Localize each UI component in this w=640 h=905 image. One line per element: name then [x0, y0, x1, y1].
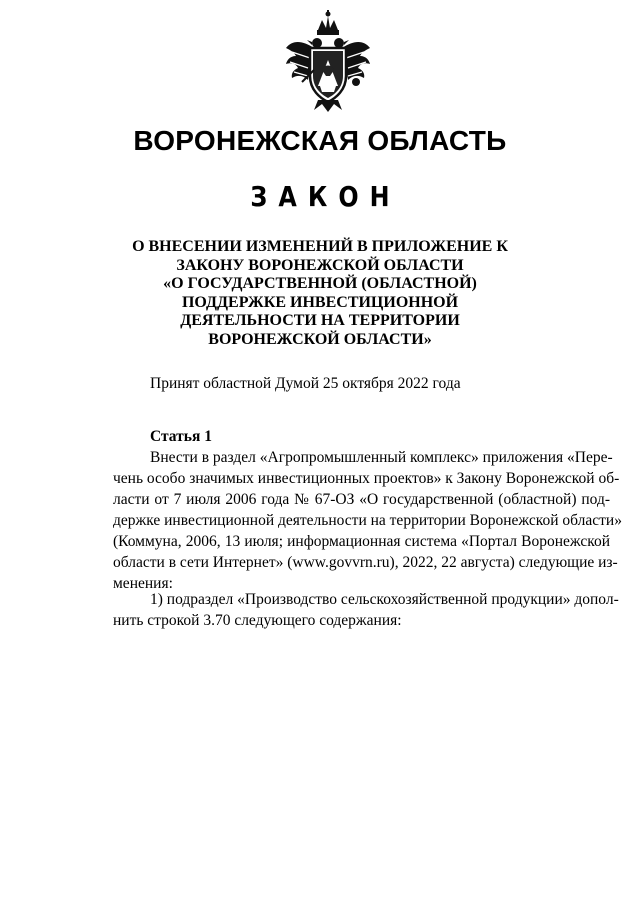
adoption-statement: Принят областной Думой 25 октября 2022 года	[150, 375, 461, 392]
amendment-item	[113, 589, 619, 631]
article-heading: Статья 1	[150, 428, 212, 445]
law-title-line: ДЕЯТЕЛЬНОСТИ НА ТЕРРИТОРИИ	[180, 312, 460, 329]
paragraph-line: Внести в раздел «Агропромышленный комплекс» приложения «Пере-	[150, 449, 613, 466]
law-title-line: «О ГОСУДАРСТВЕННОЙ (ОБЛАСТНОЙ)	[163, 275, 477, 292]
paragraph-line: менения:	[113, 575, 173, 592]
coat-of-arms-icon	[284, 10, 372, 114]
law-title-line: ПОДДЕРЖКЕ ИНВЕСТИЦИОННОЙ	[181, 293, 459, 311]
law-title-line: О ВНЕСЕНИИ ИЗМЕНЕНИЙ В ПРИЛОЖЕНИЕ К	[132, 238, 508, 255]
law-title-line: ВОРОНЕЖСКОЙ ОБЛАСТИ»	[208, 330, 432, 348]
document-type-heading: ЗАКОН	[250, 180, 401, 213]
paragraph-line: области в сети Интернет» (www.govvrn.ru), 2022, 22 августа) следующие из-	[113, 554, 618, 571]
law-title	[100, 238, 540, 349]
law-title-line: ЗАКОНУ ВОРОНЕЖСКОЙ ОБЛАСТИ	[176, 256, 464, 274]
paragraph-line: ласти от 7 июля 2006 года № 67-ОЗ «О государственной (областной) под-	[113, 491, 610, 508]
paragraph-line: чень особо значимых инвестиционных проектов» к Закону Воронежской об-	[113, 470, 620, 487]
paragraph-line: 1) подраздел «Производство сельскохозяйственной продукции» допол-	[150, 591, 619, 608]
paragraph-line: (Коммуна, 2006, 13 июля; информационная система «Портал Воронежской	[113, 533, 610, 550]
paragraph-line: нить строкой 3.70 следующего содержания:	[113, 612, 402, 629]
region-heading: ВОРОНЕЖСКАЯ ОБЛАСТЬ	[133, 125, 507, 156]
article-paragraph	[113, 447, 622, 594]
paragraph-line: держке инвестиционной деятельности на территории Воронежской области»	[113, 512, 622, 529]
